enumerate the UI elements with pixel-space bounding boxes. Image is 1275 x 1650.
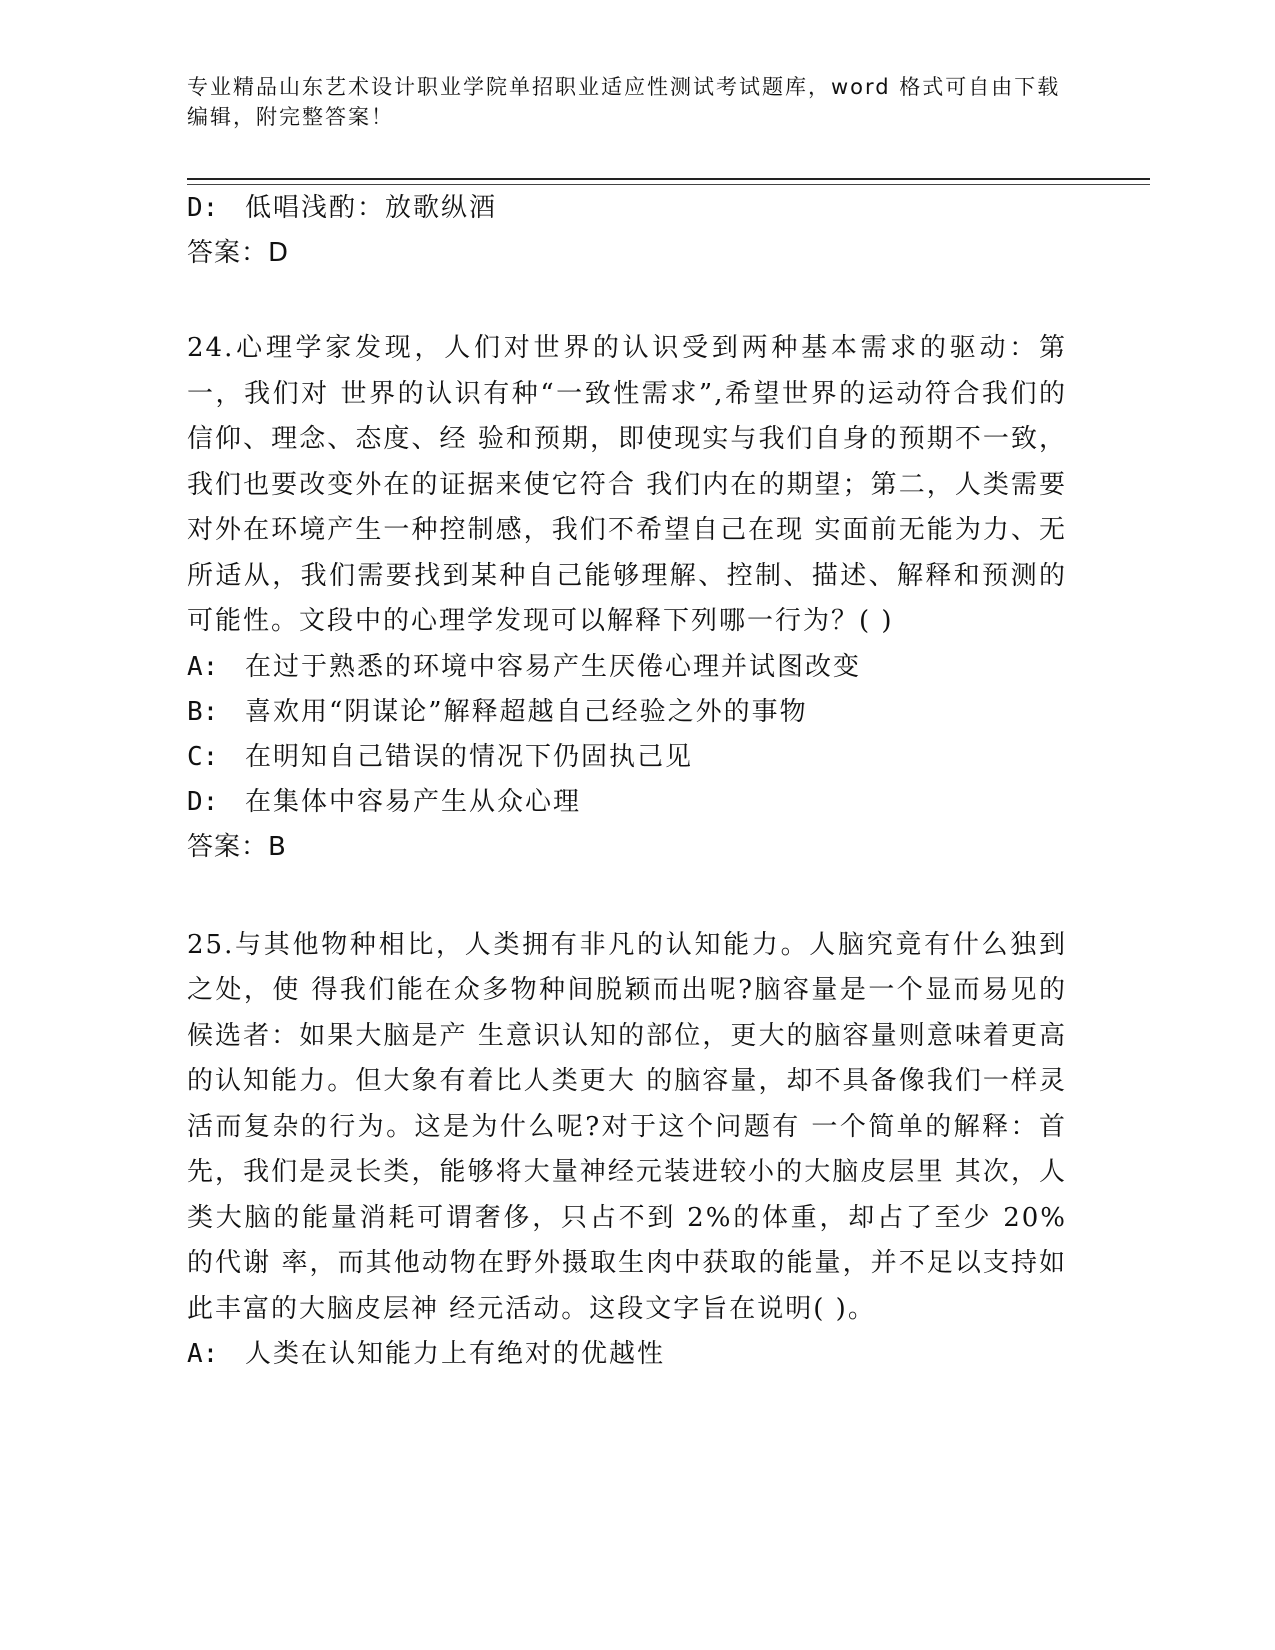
question-24-option-b (187, 690, 1067, 735)
option-label: D: (187, 786, 219, 817)
document-header: 专业精品山东艺术设计职业学院单招职业适应性测试考试题库，word 格式可自由下载编辑，附完整答案！ (187, 75, 1061, 129)
question-24-option-a (187, 645, 1067, 690)
option-label: C: (187, 741, 219, 772)
spacer (187, 276, 1067, 321)
option-text: 在集体中容易产生从众心理 (245, 786, 582, 817)
question-25-stem: 25.与其他物种相比，人类拥有非凡的认知能力。人脑究竟有什么独到之处，使 得我们能在众多物种间脱颖而出呢?脑容量是一个显而易见的候选者：如果大脑是产 生意识认知的部位，更大的脑容量则意味着更高的认知能力。但大象有着比人类更大 的脑容量，却不具备像我们一样灵活而复杂的行为。这是为什么呢?对于这个问题有 一个简单的解释：首先，我们是灵长类，能够将大量神经元装进较小的大脑皮层里 其次，人类大脑的能量消耗可谓奢侈，只占不到 2%的体重，却占了至少 20%的代谢 率，而其他动物在野外摄取生肉中获取的能量，并不足以支持如此丰富的大脑皮层神 经元活动。这段文字旨在说明( )。 (187, 929, 1067, 1324)
question-24-stem: 24.心理学家发现，人们对世界的认识受到两种基本需求的驱动：第一，我们对 世界的认识有种“一致性需求”,希望世界的运动符合我们的信仰、理念、态度、经 验和预期，即使现实与我们自身的预期不一致，我们也要改变外在的证据来使它符合 我们内在的期望；第二，人类需要对外在环境产生一种控制感，我们不希望自己在现 实面前无能为力、无所适从，我们需要找到某种自己能够理解、控制、描述、解释和预测的可能性。文段中的心理学发现可以解释下列哪一行为？( ) (187, 333, 1067, 636)
question-24-options (187, 645, 1067, 825)
option-text: 在明知自己错误的情况下仍固执己见 (245, 741, 694, 772)
option-label: A: (187, 1339, 219, 1369)
document-body (187, 186, 1067, 1377)
option-text: 在过于熟悉的环境中容易产生厌倦心理并试图改变 (245, 651, 862, 682)
option-label: D: (187, 193, 219, 223)
option-text: 人类在认知能力上有绝对的优越性 (245, 1339, 666, 1369)
spacer (187, 870, 1067, 915)
option-d-previous (187, 186, 1067, 231)
option-text: 低唱浅酌：放歌纵酒 (245, 193, 498, 223)
option-text: 喜欢用“阴谋论”解释超越自己经验之外的事物 (245, 696, 808, 727)
option-label: A: (187, 651, 219, 682)
answer-previous: 答案：D (187, 238, 290, 268)
question-24-option-d (187, 780, 1067, 825)
header-divider-thick (187, 178, 1150, 180)
option-label: B: (187, 696, 219, 727)
question-24-option-c (187, 735, 1067, 780)
header-divider-thin (187, 184, 1150, 185)
question-25-option-a (187, 1332, 1067, 1377)
question-24-answer: 答案：B (187, 831, 287, 862)
question-25-options (187, 1332, 1067, 1377)
